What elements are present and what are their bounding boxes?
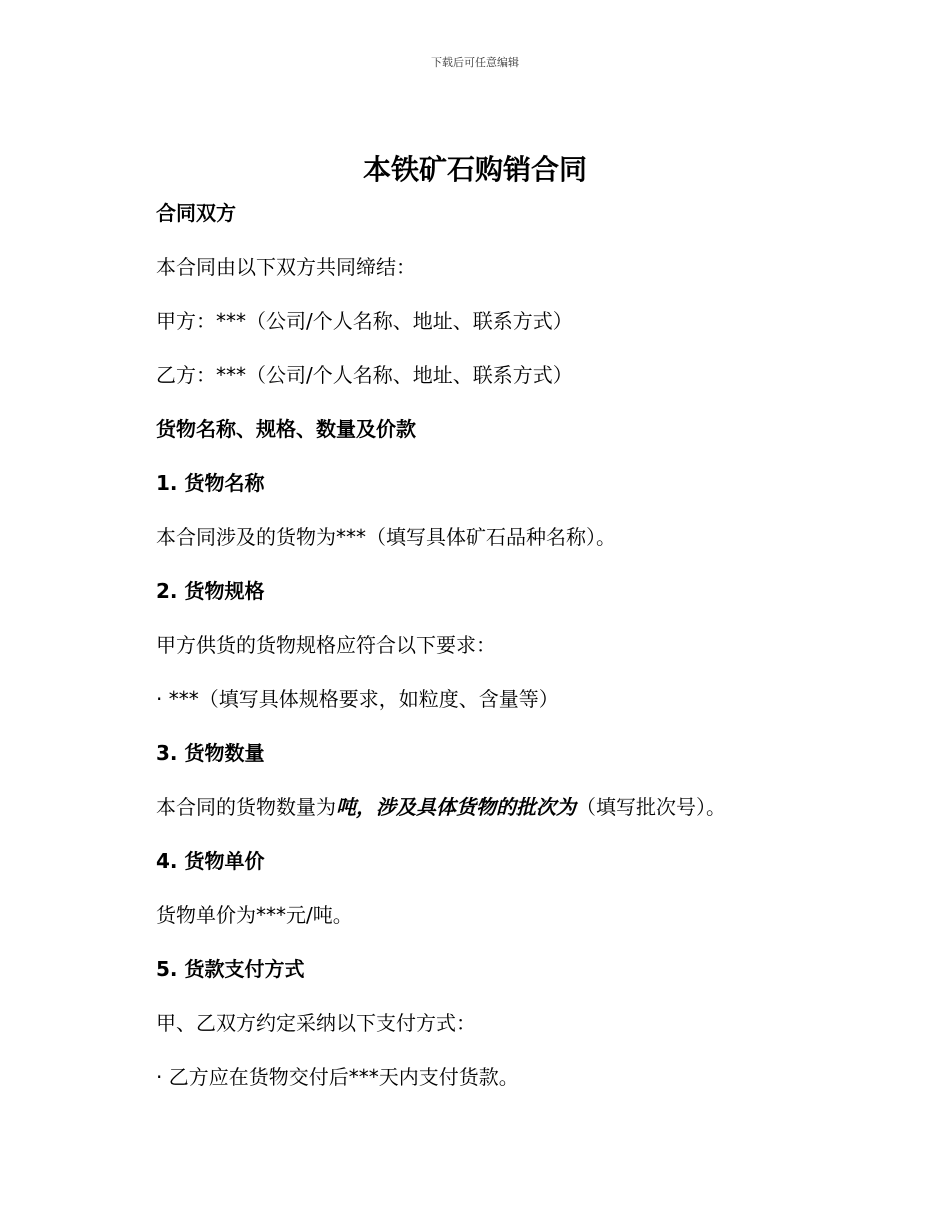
parties-intro: 本合同由以下双方共同缔结：: [156, 255, 416, 279]
payment-intro: 甲、乙双方约定采纳以下支付方式：: [156, 1011, 476, 1035]
spec-item: · ***（填写具体规格要求，如粒度、含量等）: [156, 687, 559, 711]
parties-heading: 合同双方: [156, 201, 236, 225]
header-note: 下载后可任意编辑: [431, 56, 519, 69]
spec-intro: 甲方供货的货物规格应符合以下要求：: [156, 633, 496, 657]
goods-heading: 货物名称、规格、数量及价款: [156, 417, 416, 441]
payment-item: · 乙方应在货物交付后***天内支付货款。: [156, 1065, 519, 1089]
party-b: 乙方：***（公司/个人名称、地址、联系方式）: [156, 363, 573, 387]
spec-heading: 2. 货物规格: [156, 579, 265, 603]
document-title: 本铁矿石购销合同: [362, 153, 587, 186]
party-a: 甲方：***（公司/个人名称、地址、联系方式）: [156, 309, 573, 333]
qty-text-start: 本合同的货物数量为: [156, 795, 336, 819]
price-heading: 4. 货物单价: [156, 849, 265, 873]
name-heading: 1. 货物名称: [156, 471, 265, 495]
price-text: 货物单价为***元/吨。: [156, 903, 353, 927]
qty-text-emphasis: 吨，涉及具体货物的批次为: [336, 795, 576, 819]
payment-heading: 5. 货款支付方式: [156, 957, 305, 981]
qty-text: [156, 792, 726, 822]
name-text: 本合同涉及的货物为***（填写具体矿石品种名称）。: [156, 525, 616, 549]
qty-heading: 3. 货物数量: [156, 741, 265, 765]
qty-text-end: （填写批次号）。: [576, 795, 726, 819]
